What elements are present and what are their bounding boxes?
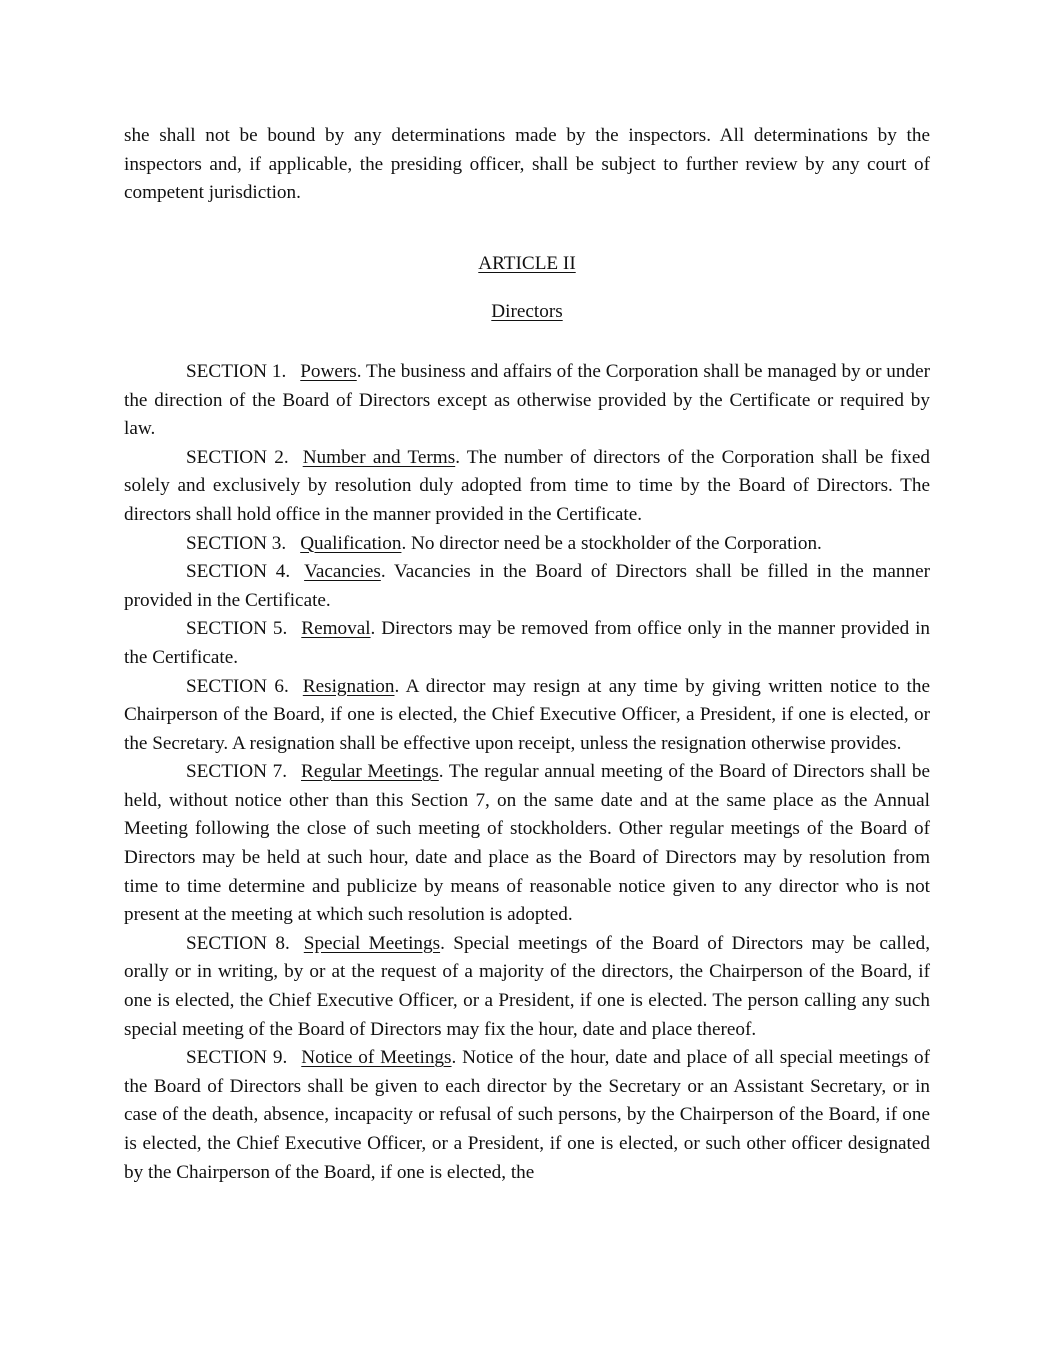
section-2-label: SECTION 2. <box>186 446 289 468</box>
section-9-label: SECTION 9. <box>186 1047 288 1069</box>
section-6-paragraph <box>124 673 930 759</box>
sections-list <box>124 358 930 1187</box>
section-1-title: Powers <box>300 360 357 382</box>
section-7-body: . The regular annual meeting of the Board of Directors shall be held, without notice other than this Section 7, on the same date and at the same place as the Annual Meeting following the close of such meeting of stockholders. Other regular meetings of the Board of Directors may be held at such hour, date and place as the Board of Directors may by resolution from time to time determine and publicize by means of reasonable notice given to any director who is not present at the meeting at which such resolution is adopted. <box>124 761 931 926</box>
section-6-body: . A director may resign at any time by giving written notice to the Chairperson of the Board, if one is elected, the Chief Executive Officer, a President, if one is elected, or the Secretary. A resignation shall be effective upon receipt, unless the resignation otherwise provides. <box>124 675 930 754</box>
section-5-body: . Directors may be removed from office only in the manner provided in the Certificate. <box>124 618 931 668</box>
section-9-title: Notice of Meetings <box>301 1047 452 1069</box>
continuation-paragraph: she shall not be bound by any determinations made by the inspectors. All determinations by the inspectors and, if applicable, the presiding officer, shall be subject to further review by any court of competent jurisdiction. <box>124 125 930 204</box>
section-7-label: SECTION 7. <box>186 761 288 783</box>
document-page <box>124 122 930 1187</box>
section-1-label: SECTION 1. <box>186 360 287 382</box>
section-1-body: . The business and affairs of the Corporation shall be managed by or under the direction of the Board of Directors except as otherwise provided by the Certificate or required by law. <box>124 360 930 440</box>
section-8-paragraph <box>124 930 930 1044</box>
section-3-title: Qualification <box>300 532 402 554</box>
section-1-paragraph <box>124 358 930 444</box>
section-4-title: Vacancies <box>304 561 381 583</box>
section-6-title: Resignation <box>302 675 395 697</box>
section-3-body: . No director need be a stockholder of the Corporation. <box>401 532 822 554</box>
section-5-title: Removal <box>301 618 371 640</box>
section-4-label: SECTION 4. <box>186 561 291 583</box>
article-heading: ARTICLE II <box>478 252 576 274</box>
section-4-body: . Vacancies in the Board of Directors shall be filled in the manner provided in the Certificate. <box>124 561 930 611</box>
section-5-paragraph <box>124 615 930 672</box>
section-9-body: . Notice of the hour, date and place of all special meetings of the Board of Directors shall be given to each director by the Secretary or an Assistant Secretary, or in case of the death, absence, incapacity or refusal of such persons, by the Chairperson of the Board, if one is elected, the Chief Executive Officer, or a President, if one is elected, or such other officer designated by the Chairperson of the Board, if one is elected, the <box>124 1047 930 1183</box>
section-7-paragraph <box>124 758 930 930</box>
article-subject-heading: Directors <box>491 301 563 323</box>
section-8-title: Special Meetings <box>303 932 441 954</box>
section-5-label: SECTION 5. <box>186 618 288 640</box>
section-2-body: . The number of directors of the Corporation shall be fixed solely and exclusively by resolution duly adopted from time to time by the Board of Directors. The directors shall hold office in the manner provided in the Certificate. <box>124 446 930 525</box>
section-6-label: SECTION 6. <box>186 675 289 697</box>
section-9-paragraph <box>124 1044 930 1187</box>
section-3-label: SECTION 3. <box>186 532 287 554</box>
section-8-label: SECTION 8. <box>186 932 290 954</box>
section-3-paragraph <box>124 530 930 559</box>
section-7-title: Regular Meetings <box>301 761 439 783</box>
section-2-title: Number and Terms <box>302 446 456 468</box>
section-8-body: . Special meetings of the Board of Directors may be called, orally or in writing, by or at the request of a majority of the directors, the Chairperson of the Board, if one is elected, the Chief Executive Officer, or a President, if one is elected. The person calling any such special meeting of the Board of Directors may fix the hour, date and place thereof. <box>124 932 930 1040</box>
section-2-paragraph <box>124 444 930 530</box>
section-4-paragraph <box>124 558 930 615</box>
